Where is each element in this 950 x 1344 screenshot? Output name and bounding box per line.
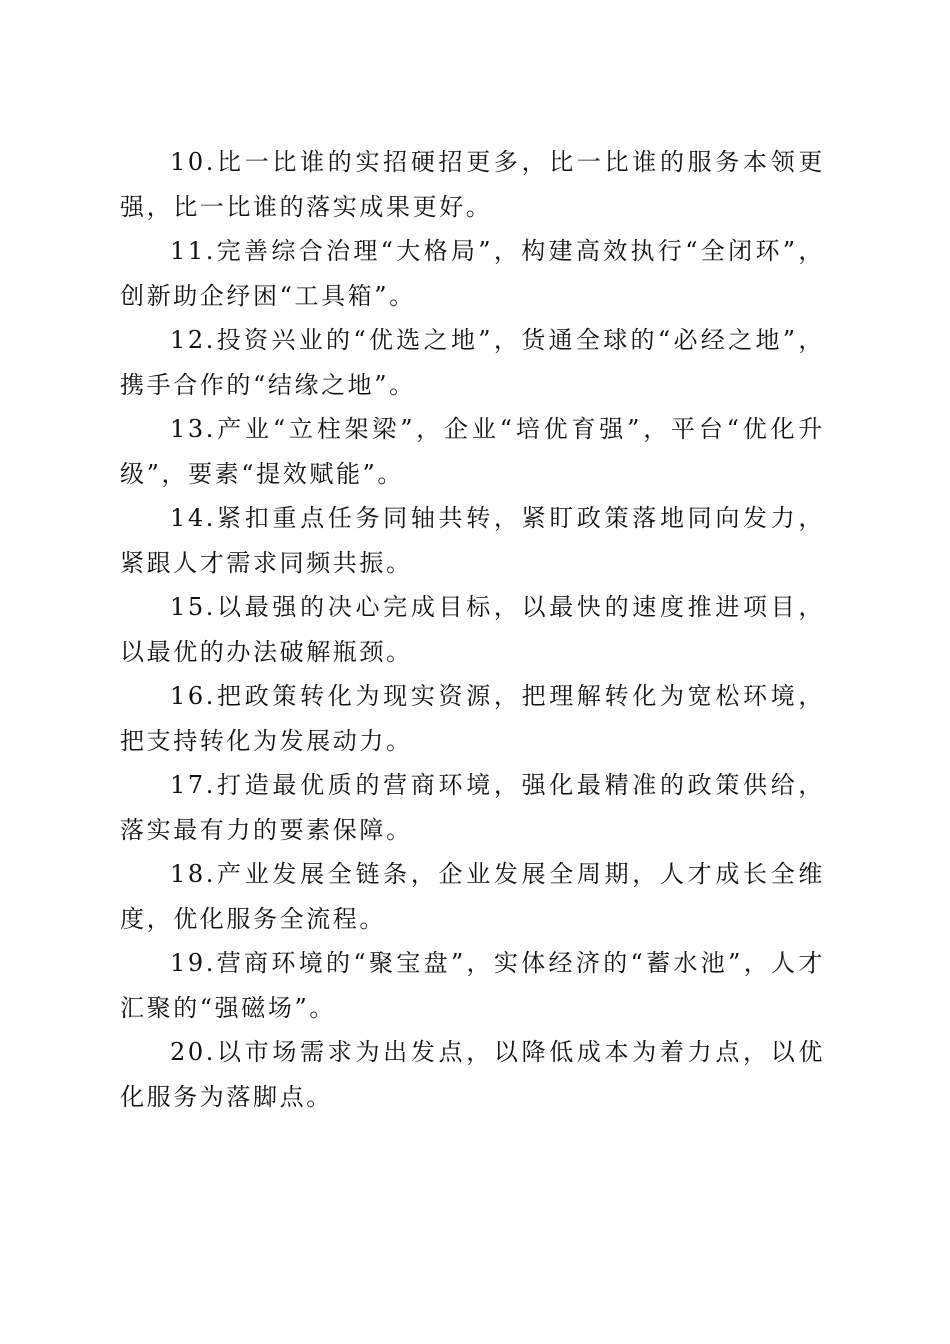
list-item: 16.把政策转化为现实资源，把理解转化为宽松环境，把支持转化为发展动力。: [120, 682, 825, 755]
document-body: [120, 140, 825, 1119]
list-item: 12.投资兴业的“优选之地”，货通全球的“必经之地”，携手合作的“结缘之地”。: [120, 326, 825, 399]
list-item: 14.紧扣重点任务同轴共转，紧盯政策落地同向发力，紧跟人才需求同频共振。: [120, 504, 825, 577]
list-item: 13.产业“立柱架梁”，企业“培优育强”，平台“优化升级”，要素“提效赋能”。: [120, 415, 825, 488]
list-item: 15.以最强的决心完成目标，以最快的速度推进项目，以最优的办法破解瓶颈。: [120, 593, 825, 666]
list-item: 20.以市场需求为出发点，以降低成本为着力点，以优化服务为落脚点。: [120, 1038, 825, 1111]
list-item: 10.比一比谁的实招硬招更多，比一比谁的服务本领更强，比一比谁的落实成果更好。: [120, 148, 825, 221]
list-item: 11.完善综合治理“大格局”，构建高效执行“全闭环”，创新助企纾困“工具箱”。: [120, 237, 825, 310]
list-item: 18.产业发展全链条，企业发展全周期，人才成长全维度，优化服务全流程。: [120, 860, 825, 933]
list-item: 19.营商环境的“聚宝盘”，实体经济的“蓄水池”，人才汇聚的“强磁场”。: [120, 949, 825, 1022]
list-item: 17.打造最优质的营商环境，强化最精准的政策供给，落实最有力的要素保障。: [120, 771, 825, 844]
